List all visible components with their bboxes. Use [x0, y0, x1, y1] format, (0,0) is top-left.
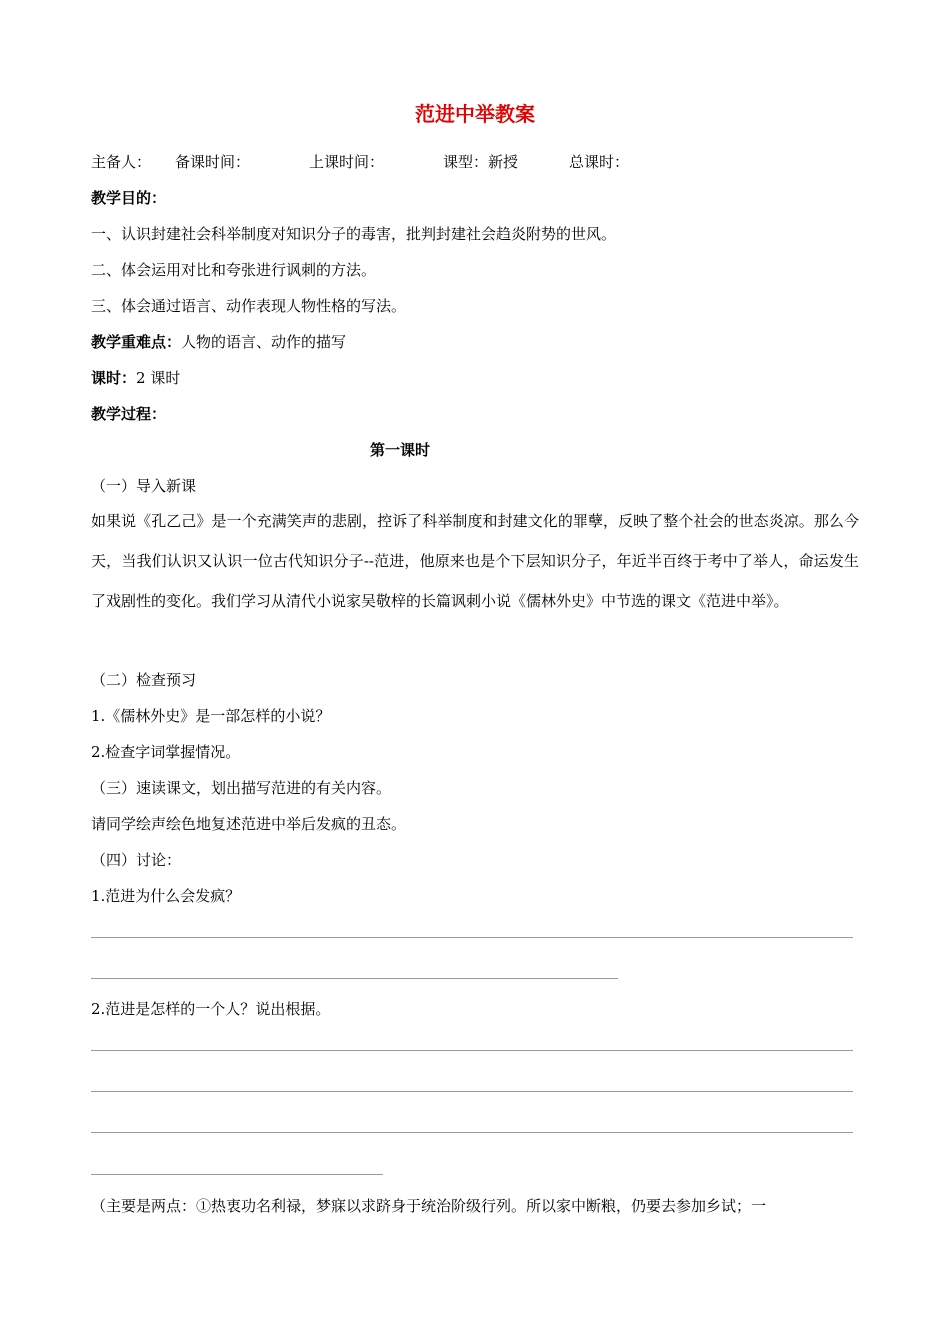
retell-task: 请同学绘声绘色地复述范进中举后发疯的丑态。 — [91, 815, 407, 833]
hours-value: 2 课时 — [136, 369, 181, 387]
reading-task: （三）速读课文，划出描写范进的有关内容。 — [91, 779, 392, 797]
question-1: 1.范进为什么会发疯？ — [91, 887, 241, 905]
objective-item: 一、认识封建社会科举制度对知识分子的毒害，批判封建社会趋炎附势的世风。 — [91, 225, 617, 243]
key-points-label: 教学重难点： — [91, 333, 182, 351]
answer-line — [91, 937, 853, 938]
intro-heading: （一）导入新课 — [91, 477, 197, 495]
preview-item: 1.《儒林外史》是一部怎样的小说？ — [91, 707, 331, 725]
intro-paragraph: 如果说《孔乙己》是一个充满笑声的悲剧，控诉了科举制度和封建文化的罪孽，反映了整个社会的世态炎凉。那么今天，当我们认识又认识一位古代知识分子--范进，他原来也是个下层知识分子，年近半百终于考中了举人，命运发生了戏剧性的变化。我们学习从清代小说家吴敬梓的长篇讽刺小说《儒林外史》中节选的课文《范进中举》。 — [91, 512, 859, 610]
answer-line — [91, 1174, 383, 1175]
meta-prep-time: 备课时间： — [175, 153, 251, 171]
process-heading: 教学过程： — [91, 405, 167, 423]
meta-lesson-type: 课型：新授 — [443, 153, 519, 171]
objectives-heading: 教学目的： — [91, 189, 167, 207]
key-points-value: 人物的语言、动作的描写 — [181, 333, 347, 351]
lesson1-heading: 第一课时 — [369, 441, 430, 459]
meta-row — [91, 152, 629, 172]
meta-total-hours: 总课时： — [569, 153, 630, 171]
page-title: 范进中举教案 — [415, 102, 535, 126]
answer-line — [91, 1050, 853, 1051]
answer-line — [91, 1091, 853, 1092]
meta-class-time: 上课时间： — [309, 153, 385, 171]
key-points-row — [91, 332, 346, 352]
answer-line — [91, 978, 618, 979]
hours-label: 课时： — [91, 369, 137, 387]
objective-item: 三、体会通过语言、动作表现人物性格的写法。 — [91, 297, 407, 315]
preview-item: 2.检查字词掌握情况。 — [91, 743, 241, 761]
discussion-heading: （四）讨论： — [91, 851, 182, 869]
hours-row — [91, 368, 180, 388]
meta-preparer: 主备人： — [91, 153, 152, 171]
preview-heading: （二）检查预习 — [91, 671, 197, 689]
objective-item: 二、体会运用对比和夸张进行讽刺的方法。 — [91, 261, 377, 279]
answer-line — [91, 1132, 853, 1133]
question-2: 2.范进是怎样的一个人？说出根据。 — [91, 1000, 331, 1018]
answer-note: （主要是两点：①热衷功名利禄，梦寐以求跻身于统治阶级行列。所以家中断粮，仍要去参加乡试；一 — [91, 1197, 767, 1215]
